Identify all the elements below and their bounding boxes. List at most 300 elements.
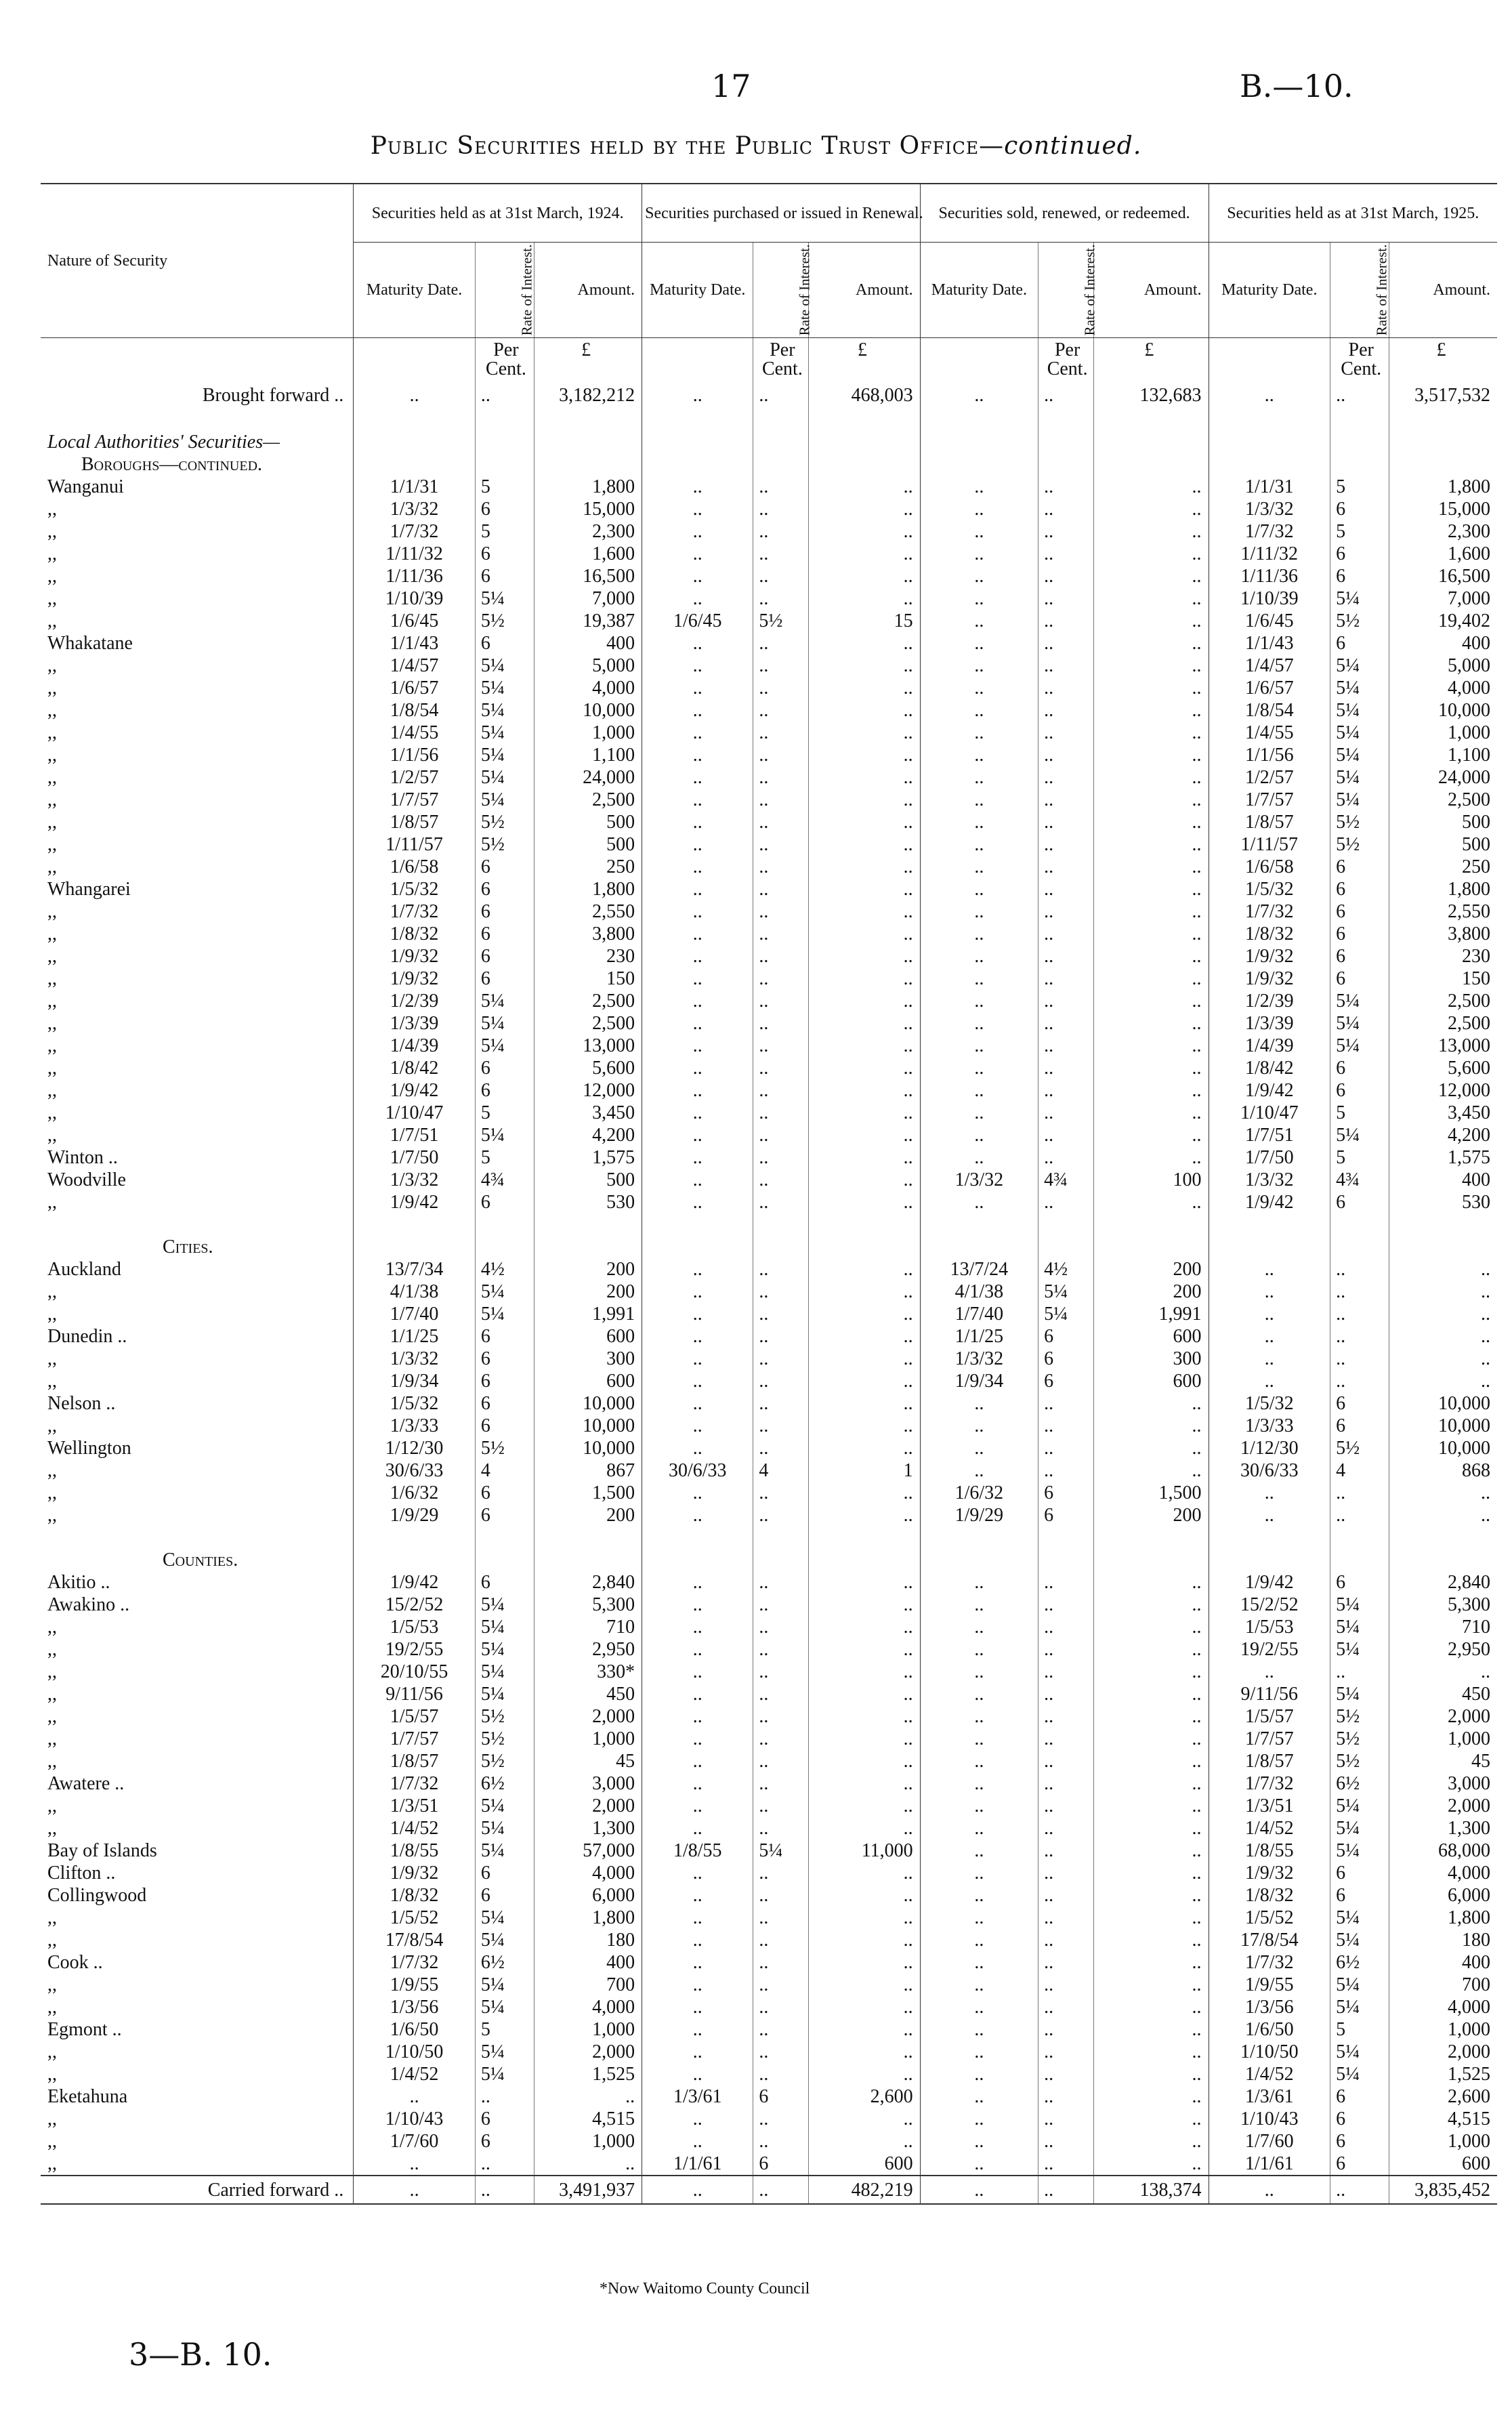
- amount-sold: ..: [1094, 1974, 1209, 1996]
- amount-1925: 1,000: [1389, 1728, 1497, 1750]
- rate-purchased: ..: [753, 1728, 809, 1750]
- table-row: [41, 677, 1497, 699]
- rate-1924: 6: [475, 1862, 534, 1884]
- rate-1924: 5¼: [475, 1035, 534, 1057]
- amount-header: Amount.: [1094, 243, 1209, 338]
- amount-purchased: 1: [809, 1459, 920, 1482]
- rate-sold: ..: [1038, 2018, 1094, 2041]
- maturity-1924: 1/4/52: [354, 1817, 476, 1839]
- unit-pound: £: [1389, 338, 1497, 382]
- rate-1924: 5: [475, 520, 534, 543]
- table-row: [41, 1102, 1497, 1124]
- table-row: [41, 1705, 1497, 1728]
- maturity-1924: 1/5/32: [354, 878, 476, 900]
- amount-1924: 1,991: [534, 1303, 642, 1325]
- maturity-sold: ..: [920, 990, 1038, 1012]
- maturity-purchased: ..: [642, 766, 753, 789]
- counties-rows: [41, 1571, 1497, 2176]
- section-heading: [41, 1236, 1497, 1258]
- maturity-1924: 1/7/57: [354, 789, 476, 811]
- amount-purchased: ..: [809, 1325, 920, 1348]
- security-name: ,,: [47, 834, 57, 855]
- rate-sold: ..: [1038, 587, 1094, 610]
- rate-sold: ..: [1038, 1057, 1094, 1079]
- rate-sold: ..: [1038, 811, 1094, 833]
- security-name: ,,: [47, 588, 57, 609]
- maturity-purchased: ..: [642, 1884, 753, 1907]
- rate-sold: ..: [1038, 610, 1094, 632]
- rate-header-label: Rate of Interest.: [1081, 244, 1098, 336]
- rate-sold: ..: [1038, 856, 1094, 878]
- maturity-purchased: ..: [642, 654, 753, 677]
- rate-1924: 5¼: [475, 1907, 534, 1929]
- rate-1924: 6: [475, 543, 534, 565]
- rate-sold: ..: [1038, 1996, 1094, 2018]
- maturity-1925: 1/5/32: [1209, 878, 1330, 900]
- rate-1924: 6: [475, 945, 534, 968]
- page-number: 17: [711, 68, 751, 104]
- amount-purchased: ..: [809, 543, 920, 565]
- maturity-sold: ..: [920, 1661, 1038, 1683]
- amount-1925: 1,000: [1389, 2130, 1497, 2153]
- table-row: [41, 789, 1497, 811]
- amount-1924: 24,000: [534, 766, 642, 789]
- maturity-1924: 1/9/55: [354, 1974, 476, 1996]
- amount-1924: 13,000: [534, 1035, 642, 1057]
- maturity-1925: 9/11/56: [1209, 1683, 1330, 1705]
- rate-1925: 6: [1330, 632, 1389, 654]
- amount-purchased: 11,000: [809, 1839, 920, 1862]
- amount-1925: 868: [1389, 1459, 1497, 1482]
- maturity-1924: 1/7/51: [354, 1124, 476, 1146]
- amount-header: Amount.: [534, 243, 642, 338]
- page-signature: 3—B. 10.: [129, 2336, 272, 2373]
- amount-purchased: ..: [809, 1951, 920, 1974]
- table-row: [41, 1392, 1497, 1415]
- maturity-header: Maturity Date.: [1209, 243, 1330, 338]
- maturity-sold: ..: [920, 1907, 1038, 1929]
- maturity-sold: ..: [920, 1772, 1038, 1795]
- security-name: ,,: [47, 1505, 57, 1526]
- rate-1925: 5¼: [1330, 1638, 1389, 1661]
- amount-purchased: ..: [809, 1146, 920, 1169]
- maturity-sold: ..: [920, 1057, 1038, 1079]
- security-name: Auckland: [47, 1259, 121, 1280]
- amount-1925: 2,500: [1389, 789, 1497, 811]
- security-name: ,,: [47, 1617, 57, 1638]
- rate-purchased: ..: [753, 1974, 809, 1996]
- security-name: ,,: [47, 745, 57, 766]
- amount-purchased: ..: [809, 833, 920, 856]
- rate-1924: 5: [475, 1146, 534, 1169]
- rate-sold: ..: [1038, 1146, 1094, 1169]
- amount-purchased: ..: [809, 2063, 920, 2085]
- maturity-1925: 1/4/52: [1209, 2063, 1330, 2085]
- maturity-sold: ..: [920, 923, 1038, 945]
- brought-forward-row: Brought forward .. .. .. 3,182,212 .. .. 468,003 .. .. 132,683 .. .. 3,517,532: [41, 381, 1497, 409]
- security-name: Akitio ..: [47, 1572, 110, 1593]
- maturity-1925: 1/9/32: [1209, 968, 1330, 990]
- amount-1924: 530: [534, 1191, 642, 1213]
- rate-sold: ..: [1038, 990, 1094, 1012]
- rate-sold: 6: [1038, 1325, 1094, 1348]
- amount-1924: 700: [534, 1974, 642, 1996]
- amount-1925: 1,800: [1389, 476, 1497, 498]
- maturity-1924: 1/8/55: [354, 1839, 476, 1862]
- maturity-purchased: ..: [642, 1705, 753, 1728]
- amount-1925: 2,500: [1389, 990, 1497, 1012]
- maturity-purchased: ..: [642, 811, 753, 833]
- amount-1924: 867: [534, 1459, 642, 1482]
- rate-sold: ..: [1038, 766, 1094, 789]
- rate-header: [753, 243, 813, 338]
- amount-1925: 45: [1389, 1750, 1497, 1772]
- rate-purchased: ..: [753, 1772, 809, 1795]
- maturity-1925: 1/11/32: [1209, 543, 1330, 565]
- maturity-purchased: ..: [642, 520, 753, 543]
- amount-sold: ..: [1094, 1392, 1209, 1415]
- amount-purchased: ..: [809, 1102, 920, 1124]
- maturity-sold: ..: [920, 1839, 1038, 1862]
- rate-purchased: ..: [753, 878, 809, 900]
- amount-1925: 1,800: [1389, 878, 1497, 900]
- amount-purchased: ..: [809, 1772, 920, 1795]
- rate-1925: 6: [1330, 2085, 1389, 2108]
- amount-1924: 5,600: [534, 1057, 642, 1079]
- amount-sold: ..: [1094, 677, 1209, 699]
- amount-1925: 1,100: [1389, 744, 1497, 766]
- amount-1924: 2,500: [534, 1012, 642, 1035]
- maturity-purchased: ..: [642, 543, 753, 565]
- rate-1925: 5¼: [1330, 1817, 1389, 1839]
- rate-1924: 5½: [475, 1750, 534, 1772]
- amount-sold: ..: [1094, 587, 1209, 610]
- amount-1924: 1,000: [534, 2018, 642, 2041]
- rate-1925: 5¼: [1330, 2063, 1389, 2085]
- amount-sold: ..: [1094, 2130, 1209, 2153]
- maturity-1925: 1/7/51: [1209, 1124, 1330, 1146]
- maturity-1925: ..: [1209, 1482, 1330, 1504]
- amount-header: Amount.: [1389, 243, 1497, 338]
- table-row: [41, 722, 1497, 744]
- amount-1925: 710: [1389, 1616, 1497, 1638]
- amount-purchased: ..: [809, 1817, 920, 1839]
- security-name: ,,: [47, 1728, 57, 1749]
- table-row: [41, 1772, 1497, 1795]
- maturity-purchased: ..: [642, 1124, 753, 1146]
- table-row: [41, 878, 1497, 900]
- maturity-1925: ..: [1209, 1504, 1330, 1526]
- maturity-1925: 1/3/56: [1209, 1996, 1330, 2018]
- rate-sold: ..: [1038, 1638, 1094, 1661]
- maturity-1924: 1/1/56: [354, 744, 476, 766]
- rate-purchased: ..: [753, 1705, 809, 1728]
- maturity-sold: ..: [920, 1795, 1038, 1817]
- amount-1925: 1,300: [1389, 1817, 1497, 1839]
- rate-1924: 5½: [475, 1705, 534, 1728]
- maturity-sold: ..: [920, 766, 1038, 789]
- maturity-1924: 1/7/32: [354, 1772, 476, 1795]
- maturity-purchased: ..: [642, 1258, 753, 1281]
- amount-sold: ..: [1094, 1795, 1209, 1817]
- maturity-1925: 1/9/32: [1209, 1862, 1330, 1884]
- maturity-1924: 1/11/36: [354, 565, 476, 587]
- maturity-sold: ..: [920, 677, 1038, 699]
- maturity-1925: 1/8/57: [1209, 811, 1330, 833]
- maturity-purchased: ..: [642, 1728, 753, 1750]
- rate-purchased: ..: [753, 1929, 809, 1951]
- maturity-1925: 1/5/32: [1209, 1392, 1330, 1415]
- rate-1924: 5: [475, 476, 534, 498]
- amount-sold: ..: [1094, 1057, 1209, 1079]
- amount-1925: ..: [1389, 1504, 1497, 1526]
- amount-sold: ..: [1094, 968, 1209, 990]
- maturity-sold: 1/9/29: [920, 1504, 1038, 1526]
- maturity-sold: ..: [920, 2108, 1038, 2130]
- table-row: [41, 587, 1497, 610]
- rate-1924: 5: [475, 2018, 534, 2041]
- amount-sold: ..: [1094, 2041, 1209, 2063]
- rate-purchased: ..: [753, 1638, 809, 1661]
- rate-purchased: 6: [753, 2085, 809, 2108]
- maturity-1925: 1/3/51: [1209, 1795, 1330, 1817]
- security-name: ,,: [47, 521, 57, 542]
- amount-sold: ..: [1094, 744, 1209, 766]
- amount-1924: 1,300: [534, 1817, 642, 1839]
- amount-1924: 2,840: [534, 1571, 642, 1594]
- amount-1924: 57,000: [534, 1839, 642, 1862]
- unit-pound: £: [1094, 338, 1209, 382]
- rate-1925: 5¼: [1330, 677, 1389, 699]
- amount-1925: 68,000: [1389, 1839, 1497, 1862]
- maturity-1925: ..: [1209, 1661, 1330, 1683]
- amount-1925: 10,000: [1389, 1392, 1497, 1415]
- maturity-sold: ..: [920, 968, 1038, 990]
- rate-1924: 5¼: [475, 1638, 534, 1661]
- rate-sold: ..: [1038, 520, 1094, 543]
- rate-1925: 6: [1330, 1862, 1389, 1884]
- maturity-1925: 1/11/36: [1209, 565, 1330, 587]
- rate-sold: ..: [1038, 833, 1094, 856]
- maturity-1924: 1/12/30: [354, 1437, 476, 1459]
- amount-1925: 5,600: [1389, 1057, 1497, 1079]
- rate-purchased: ..: [753, 543, 809, 565]
- amount-1925: 3,800: [1389, 923, 1497, 945]
- maturity-purchased: 1/8/55: [642, 1839, 753, 1862]
- maturity-sold: ..: [920, 1035, 1038, 1057]
- rate-sold: ..: [1038, 1191, 1094, 1213]
- group-header-1925: Securities held as at 31st March, 1925.: [1209, 184, 1497, 243]
- rate-purchased: ..: [753, 1057, 809, 1079]
- maturity-1925: 1/6/45: [1209, 610, 1330, 632]
- maturity-1924: 1/1/43: [354, 632, 476, 654]
- rate-1924: 5¼: [475, 1281, 534, 1303]
- maturity-1924: 1/3/51: [354, 1795, 476, 1817]
- maturity-1924: 1/11/57: [354, 833, 476, 856]
- table-row: [41, 1169, 1497, 1191]
- rate-1924: 5¼: [475, 677, 534, 699]
- maturity-purchased: ..: [642, 1929, 753, 1951]
- amount-1925: ..: [1389, 1303, 1497, 1325]
- amount-1924: 600: [534, 1370, 642, 1392]
- rate-purchased: ..: [753, 766, 809, 789]
- table-row: [41, 2153, 1497, 2176]
- amount-1925: 2,000: [1389, 2041, 1497, 2063]
- table-row: [41, 1616, 1497, 1638]
- rate-purchased: ..: [753, 498, 809, 520]
- maturity-sold: ..: [920, 1616, 1038, 1638]
- table-row: [41, 1303, 1497, 1325]
- maturity-1925: 1/6/50: [1209, 2018, 1330, 2041]
- rate-purchased: ..: [753, 1862, 809, 1884]
- amount-sold: ..: [1094, 878, 1209, 900]
- rate-sold: ..: [1038, 1594, 1094, 1616]
- group-header-sold: Securities sold, renewed, or redeemed.: [920, 184, 1209, 243]
- rate-1924: 6: [475, 900, 534, 923]
- amount-sold: ..: [1094, 811, 1209, 833]
- security-name: ,,: [47, 1192, 57, 1213]
- rate-purchased: ..: [753, 1191, 809, 1213]
- amount-1924: 19,387: [534, 610, 642, 632]
- maturity-1925: 1/1/56: [1209, 744, 1330, 766]
- security-name: ,,: [47, 856, 57, 877]
- rate-purchased: ..: [753, 2063, 809, 2085]
- rate-1925: 6: [1330, 1415, 1389, 1437]
- rate-1924: 5¼: [475, 1661, 534, 1683]
- maturity-1925: 1/8/55: [1209, 1839, 1330, 1862]
- rate-1924: 6½: [475, 1951, 534, 1974]
- table-row: [41, 1370, 1497, 1392]
- amount-purchased: ..: [809, 1683, 920, 1705]
- amount-1925: 400: [1389, 1169, 1497, 1191]
- table-row: [41, 1258, 1497, 1281]
- amount-sold: ..: [1094, 1929, 1209, 1951]
- amount-1924: 4,515: [534, 2108, 642, 2130]
- amount-purchased: ..: [809, 2130, 920, 2153]
- amount-sold: 100: [1094, 1169, 1209, 1191]
- table-row: [41, 2085, 1497, 2108]
- maturity-1924: 1/6/45: [354, 610, 476, 632]
- rate-purchased: ..: [753, 476, 809, 498]
- security-name: ,,: [47, 566, 57, 587]
- maturity-1924: 1/9/32: [354, 1862, 476, 1884]
- maturity-purchased: ..: [642, 1057, 753, 1079]
- rate-1925: 5¼: [1330, 1996, 1389, 2018]
- amount-1924: 3,000: [534, 1772, 642, 1795]
- amount-sold: ..: [1094, 1817, 1209, 1839]
- rate-1925: 6: [1330, 1079, 1389, 1102]
- maturity-sold: ..: [920, 1705, 1038, 1728]
- maturity-purchased: ..: [642, 1750, 753, 1772]
- table-row: [41, 2063, 1497, 2085]
- maturity-purchased: ..: [642, 2041, 753, 2063]
- table-row: [41, 476, 1497, 498]
- amount-sold: ..: [1094, 654, 1209, 677]
- maturity-1925: 1/8/32: [1209, 923, 1330, 945]
- unit-per: Per: [770, 339, 795, 360]
- maturity-1925: 1/10/43: [1209, 2108, 1330, 2130]
- amount-1924: 4,000: [534, 1996, 642, 2018]
- rate-sold: ..: [1038, 945, 1094, 968]
- rate-purchased: ..: [753, 2041, 809, 2063]
- rate-sold: ..: [1038, 1862, 1094, 1884]
- amount-1924: 450: [534, 1683, 642, 1705]
- rate-sold: ..: [1038, 900, 1094, 923]
- rate-1925: 5¼: [1330, 587, 1389, 610]
- amount-sold: ..: [1094, 1079, 1209, 1102]
- maturity-1925: 1/4/57: [1209, 654, 1330, 677]
- amount-1925: ..: [1389, 1370, 1497, 1392]
- amount-sold: ..: [1094, 1839, 1209, 1862]
- maturity-purchased: ..: [642, 476, 753, 498]
- table-row: [41, 1415, 1497, 1437]
- maturity-1924: 1/4/52: [354, 2063, 476, 2085]
- maturity-purchased: ..: [642, 1907, 753, 1929]
- security-name: ,,: [47, 499, 57, 520]
- rate-1924: 5¼: [475, 789, 534, 811]
- security-name: ,,: [47, 1304, 57, 1325]
- maturity-1924: 1/4/57: [354, 654, 476, 677]
- amount-purchased: ..: [809, 1996, 920, 2018]
- maturity-purchased: ..: [642, 1281, 753, 1303]
- rate-1925: ..: [1330, 1661, 1389, 1683]
- maturity-1925: 17/8/54: [1209, 1929, 1330, 1951]
- amount-sold: ..: [1094, 2063, 1209, 2085]
- maturity-sold: ..: [920, 1012, 1038, 1035]
- maturity-1924: ..: [354, 2085, 476, 2108]
- maturity-1924: 1/3/32: [354, 1169, 476, 1191]
- rate-1925: 6: [1330, 856, 1389, 878]
- maturity-sold: ..: [920, 2085, 1038, 2108]
- rate-1925: 5¼: [1330, 1974, 1389, 1996]
- table-row: [41, 565, 1497, 587]
- amount-sold: 200: [1094, 1258, 1209, 1281]
- maturity-sold: ..: [920, 1571, 1038, 1594]
- maturity-purchased: ..: [642, 968, 753, 990]
- rate-1924: 6: [475, 565, 534, 587]
- amount-1924: 16,500: [534, 565, 642, 587]
- nature-header: Nature of Security: [41, 184, 354, 338]
- maturity-purchased: ..: [642, 1817, 753, 1839]
- rate-sold: ..: [1038, 1392, 1094, 1415]
- rate-1925: 6: [1330, 968, 1389, 990]
- security-name: ,,: [47, 2131, 57, 2152]
- rate-purchased: ..: [753, 1750, 809, 1772]
- rate-purchased: ..: [753, 1951, 809, 1974]
- brought-forward-purchased: 468,003: [809, 381, 920, 409]
- amount-1925: 1,525: [1389, 2063, 1497, 2085]
- amount-1925: ..: [1389, 1258, 1497, 1281]
- rate-1925: 5¼: [1330, 766, 1389, 789]
- rate-1924: 6: [475, 2108, 534, 2130]
- table-row: [41, 1325, 1497, 1348]
- rate-1924: 5¼: [475, 1683, 534, 1705]
- rate-header: [475, 243, 534, 338]
- maturity-1924: 1/8/57: [354, 1750, 476, 1772]
- maturity-1924: 1/3/56: [354, 1996, 476, 2018]
- group-header-1924: Securities held as at 31st March, 1924.: [354, 184, 642, 243]
- rate-1925: 6: [1330, 1057, 1389, 1079]
- maturity-purchased: ..: [642, 900, 753, 923]
- rate-sold: ..: [1038, 1839, 1094, 1862]
- table-row: [41, 1638, 1497, 1661]
- maturity-purchased: ..: [642, 945, 753, 968]
- rate-1924: 5½: [475, 1728, 534, 1750]
- maturity-1925: 1/9/32: [1209, 945, 1330, 968]
- amount-sold: ..: [1094, 722, 1209, 744]
- unit-per: Per: [1348, 339, 1374, 360]
- amount-purchased: ..: [809, 1795, 920, 1817]
